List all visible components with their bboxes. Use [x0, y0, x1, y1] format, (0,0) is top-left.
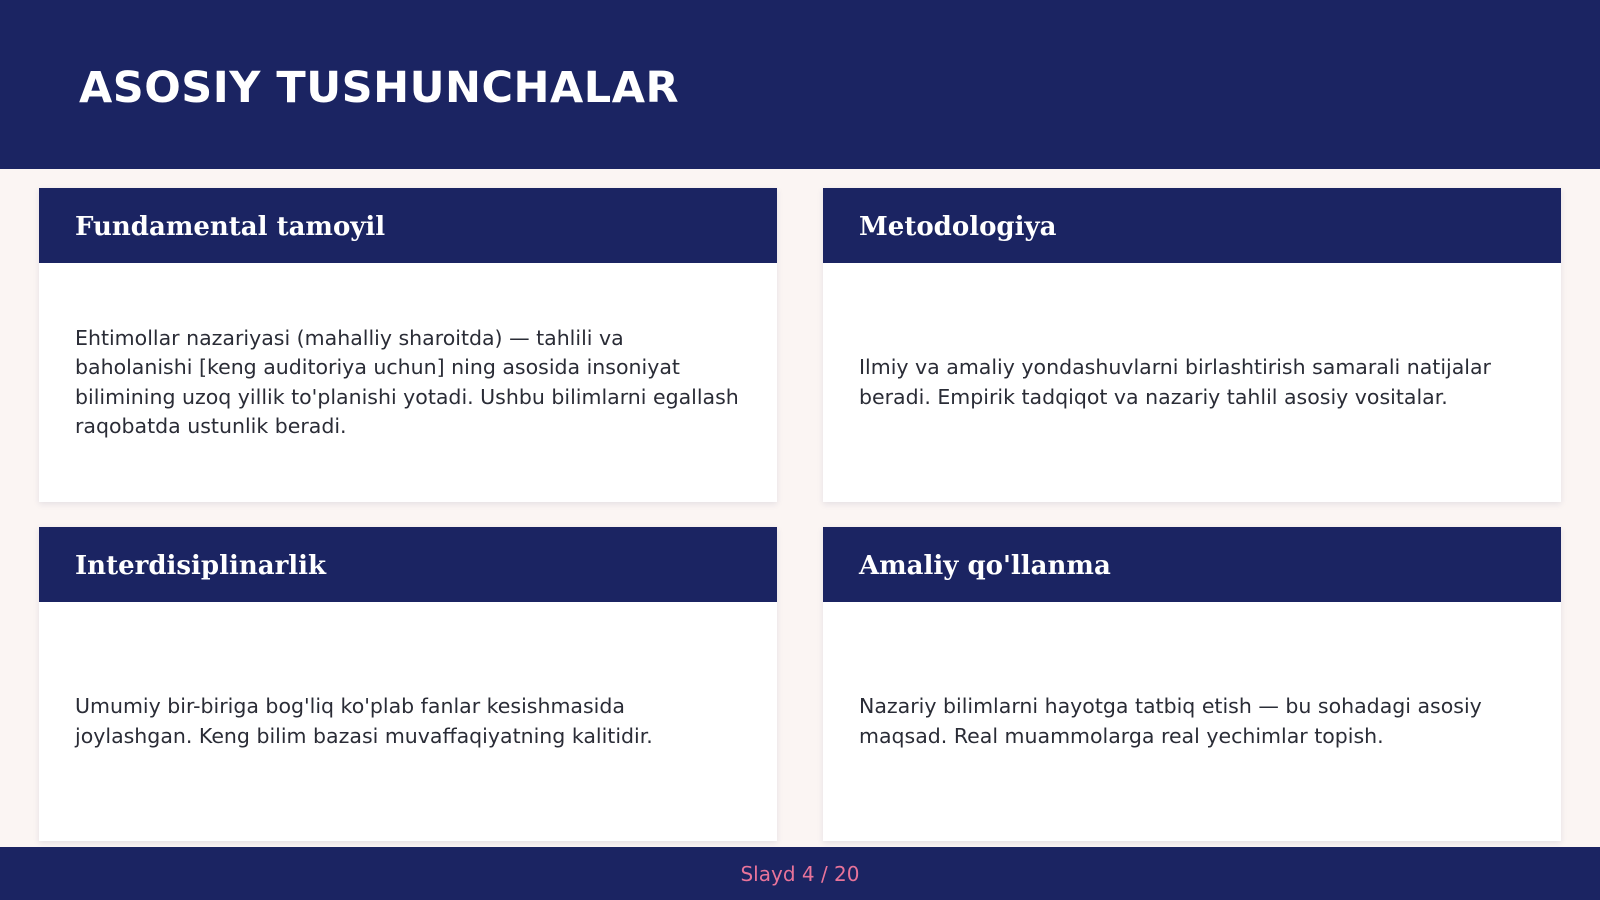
card-body — [39, 602, 777, 841]
card-header — [823, 188, 1561, 263]
card-title: Interdisiplinarlik — [75, 551, 327, 581]
concept-card-practical — [823, 527, 1561, 841]
concept-card-interdisciplinarity — [39, 527, 777, 841]
title-bar — [0, 0, 1600, 169]
card-text: Ilmiy va amaliy yondashuvlarni birlashtirish samarali natijalar beradi. Empirik tadqiqot va nazariy tahlil asosiy vositalar. — [859, 355, 1491, 409]
card-header — [39, 527, 777, 602]
card-body — [823, 602, 1561, 841]
card-title: Metodologiya — [859, 212, 1057, 242]
card-header — [823, 527, 1561, 602]
card-title: Amaliy qo'llanma — [859, 551, 1111, 581]
slide-title: ASOSIY TUSHUNCHALAR — [79, 63, 680, 113]
slide-counter: Slayd 4 / 20 — [740, 861, 860, 886]
card-text: Umumiy bir-biriga bog'liq ko'plab fanlar kesishmasida joylashgan. Keng bilim bazasi muvaffaqiyatning kalitidir. — [75, 694, 653, 748]
card-body — [823, 263, 1561, 502]
concept-card-fundamental — [39, 188, 777, 502]
card-text: Nazariy bilimlarni hayotga tatbiq etish — bu sohadagi asosiy maqsad. Real muammolarga real yechimlar topish. — [859, 694, 1482, 748]
card-text: Ehtimollar nazariyasi (mahalliy sharoitda) — tahlili va baholanishi [keng auditoriya uchun] ning asosida insoniyat bilimining uzoq yillik to'planishi yotadi. Ushbu bilimlarni egallash raqobatda ustunlik beradi. — [75, 325, 739, 438]
concept-card-methodology — [823, 188, 1561, 502]
card-header — [39, 188, 777, 263]
card-body — [39, 263, 777, 502]
card-title: Fundamental tamoyil — [75, 212, 386, 242]
footer-bar — [0, 847, 1600, 900]
